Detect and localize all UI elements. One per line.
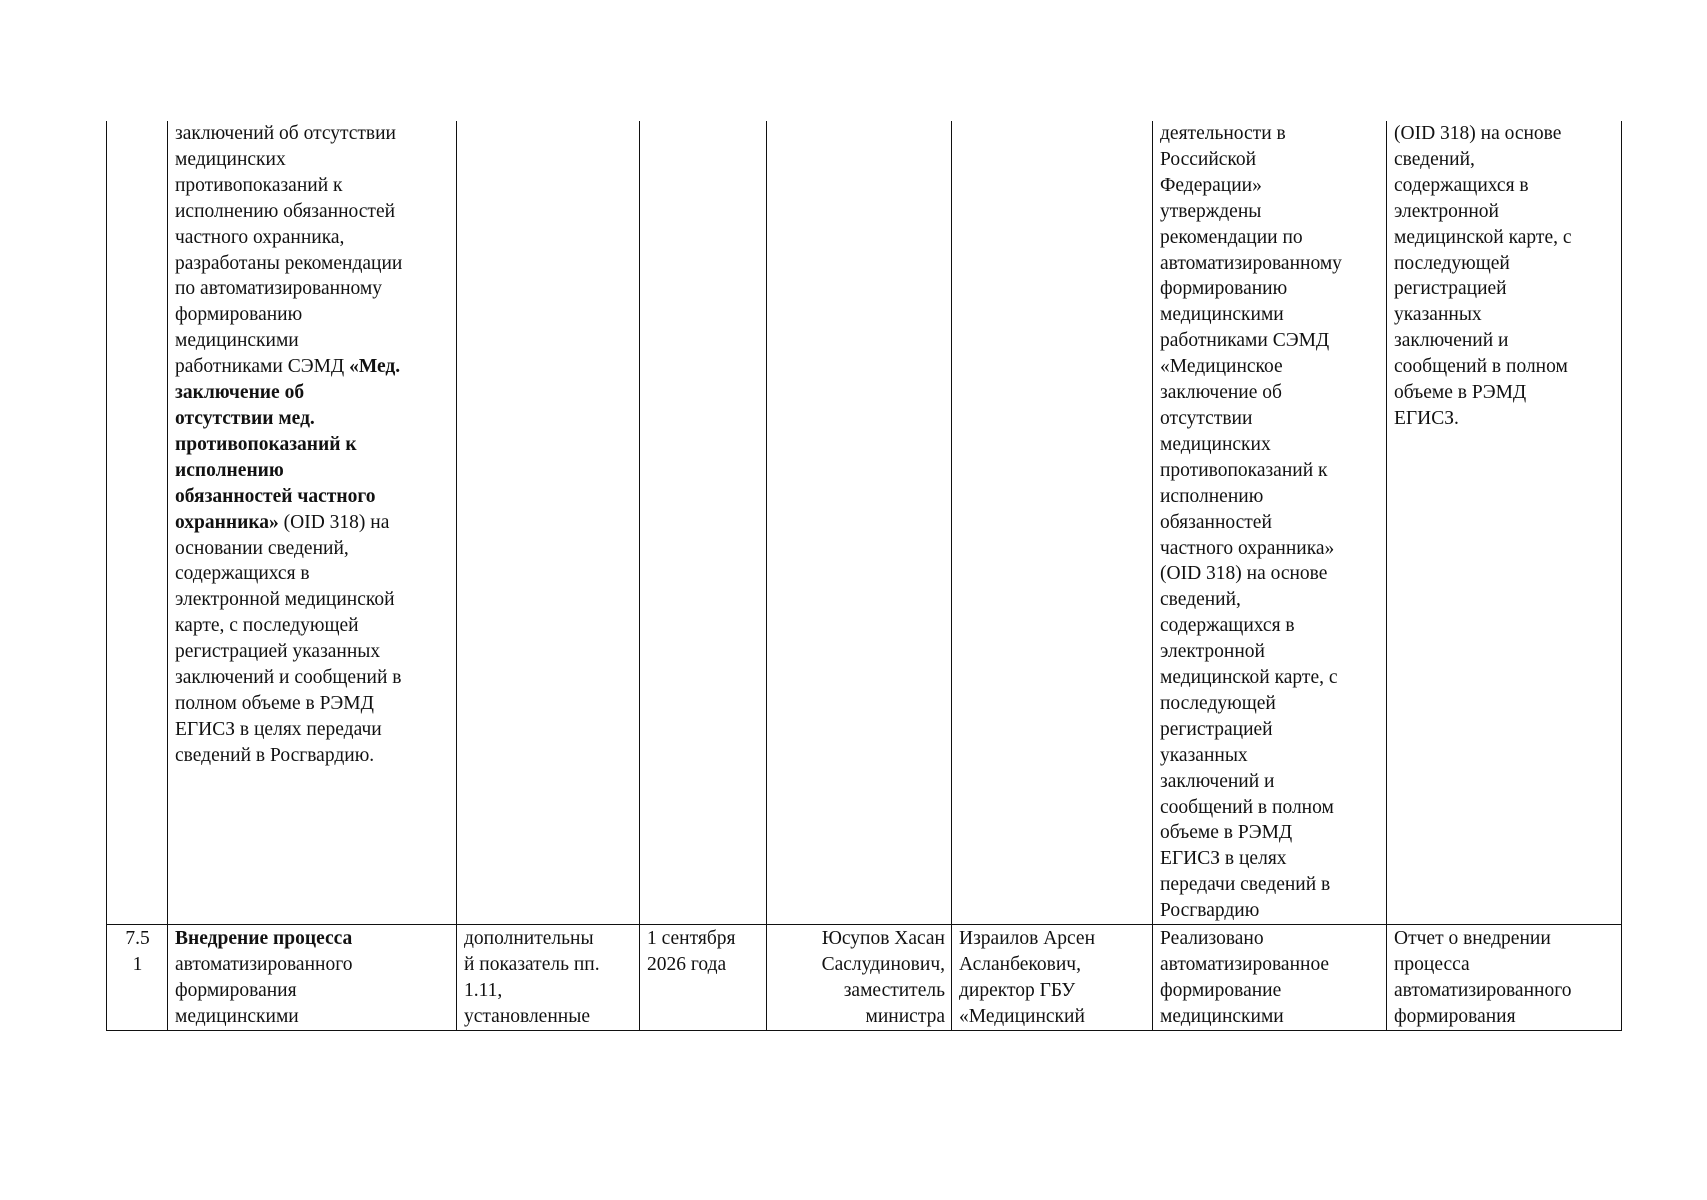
cell-event xyxy=(168,925,457,1031)
event-text: автоматизированного формирования медицинскими xyxy=(175,954,353,1027)
table-row-7-51 xyxy=(107,925,1622,1031)
cell-responsible: Юсупов Хасан Саслудинович, заместитель министра xyxy=(767,925,952,1031)
cell-date xyxy=(640,121,767,925)
event-text-end: (OID 318) на основании сведений, содержащихся в электронной медицинской карте, с последующей регистрацией указанных заключений и сообщений в полном объеме в РЭМД ЕГИСЗ в целях передачи сведений в Росгвардию. xyxy=(175,511,402,766)
event-text-start: заключений об отсутствии медицинских противопоказаний к исполнению обязанностей частного охранника, разработаны рекомендации по автоматизированному формированию медицинскими работниками СЭМД xyxy=(175,123,403,378)
cell-indicator: дополнительны й показатель пп. 1.11, установленные xyxy=(457,925,640,1031)
cell-number: 7.5 1 xyxy=(107,925,168,1031)
cell-indicator xyxy=(457,121,640,925)
table-row-continuation xyxy=(107,121,1622,925)
event-title-bold: Внедрение процесса xyxy=(175,928,353,950)
plan-table xyxy=(106,121,1622,1031)
cell-report: (OID 318) на основе сведений, содержащихся в электронной медицинской карте, с последующей регистрацией указанных заключений и сообщений в полном объеме в РЭМД ЕГИСЗ. xyxy=(1387,121,1622,925)
cell-report: Отчет о внедрении процесса автоматизированного формирования xyxy=(1387,925,1622,1031)
cell-executor: Израилов Арсен Асланбекович, директор ГБУ «Медицинский xyxy=(952,925,1153,1031)
event-text-bold: «Мед. заключение об отсутствии мед. противопоказаний к исполнению обязанностей частного охранника» xyxy=(175,356,401,533)
cell-result: деятельности в Российской Федерации» утверждены рекомендации по автоматизированному формированию медицинскими работниками СЭМД «Медицинское заключение об отсутствии медицинских противопоказаний к исполнению обязанностей частного охранника» (OID 318) на основе сведений, содержащихся в электронной медицинской карте, с последующей регистрацией указанных заключений и сообщений в полном объеме в РЭМД ЕГИСЗ в целях передачи сведений в Росгвардию xyxy=(1153,121,1387,925)
cell-result: Реализовано автоматизированное формирование медицинскими xyxy=(1153,925,1387,1031)
cell-event xyxy=(168,121,457,925)
cell-date: 1 сентября 2026 года xyxy=(640,925,767,1031)
cell-responsible xyxy=(767,121,952,925)
cell-executor xyxy=(952,121,1153,925)
cell-number xyxy=(107,121,168,925)
